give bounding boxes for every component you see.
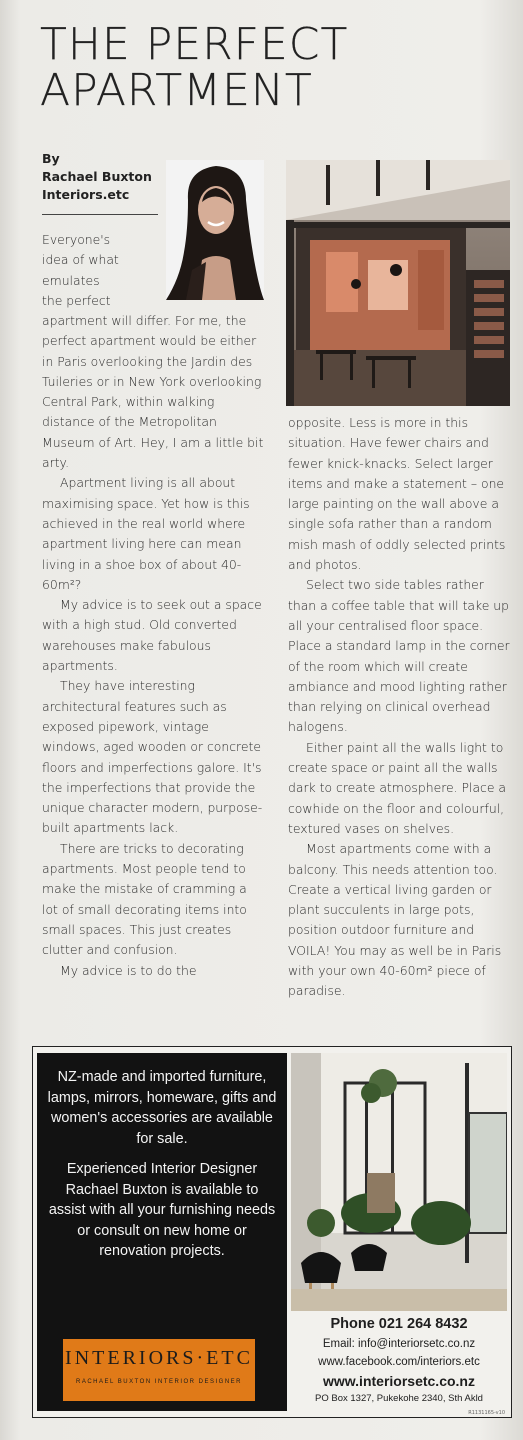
paragraph-6: My advice is to do the: [60, 962, 197, 978]
paragraph-2: Apartment living is all about maximising space. Yet how is this achieved in the real world where apartment living here can mean living in a shoe box of about 40-60m²?: [42, 475, 250, 592]
advert-facebook[interactable]: www.facebook.com/interiors.etc: [318, 1356, 480, 1368]
article-left-column: [42, 311, 264, 981]
advert-po-box: PO Box 1327, Pukekohe 2340, Sth Akld: [315, 1393, 483, 1404]
logo-wordmark: INTERIORS·ETC: [65, 1347, 253, 1369]
advert-reference-code: R1131165-v10: [468, 1410, 505, 1416]
intro-line-4: the perfect: [42, 292, 111, 308]
advert-contact-details: [291, 1313, 507, 1407]
byline-company: Interiors.etc: [42, 187, 130, 202]
byline-by: By: [42, 151, 60, 166]
advert-email[interactable]: Email: info@interiorsetc.co.nz: [322, 1338, 476, 1350]
interiors-etc-logo: [63, 1339, 255, 1401]
intro-line-1: Everyone's: [42, 232, 111, 247]
advert-text-panel: [37, 1053, 287, 1411]
advert-text-services: Experienced Interior Designer Rachael Buxton is available to assist with all your furnishing needs or consult on new home or renovation projects.: [48, 1161, 276, 1259]
paragraph-4: They have interesting architectural features such as exposed pipework, vintage windows, aged wooden or concrete floors and imperfections galore. It's the imperfections that provide the unique character modern, purpose-built apartments lack.: [42, 678, 263, 836]
article-intro-narrow: [42, 230, 160, 311]
article-title: [40, 19, 500, 116]
title-line-1: THE PERFECT: [40, 19, 349, 70]
paragraph-intro-cont: apartment will differ. For me, the perfect apartment would be either in Paris overlooking the Jardin des Tuileries or in New York overlooking Central Park, within walking distance of the Metropolitan Museum of Art. Hey, I am a little bit arty.: [42, 313, 264, 471]
paragraph-r2: Select two side tables rather than a coffee table that will take up all your centralised floor space. Place a standard lamp in the corner of the room which will create ambiance and mood lighting rather than relying on clinical overhead halogens.: [288, 577, 510, 735]
author-portrait: [166, 160, 264, 300]
byline-divider: [42, 214, 158, 215]
byline-name: Rachael Buxton: [42, 169, 152, 184]
logo-subtitle: RACHAEL BUXTON INTERIOR DESIGNER: [75, 1378, 243, 1385]
paragraph-r1: opposite. Less is more in this situation. Have fewer chairs and fewer knick-knacks. Select larger items and make a statement – one large painting on the wall above a single sofa rather than a random mish mash of oddly selected prints and photos.: [288, 415, 506, 573]
advertisement-box: [32, 1046, 512, 1418]
advert-text-products: NZ-made and imported furniture, lamps, mirrors, homeware, gifts and women's accessories are available for sale.: [47, 1069, 277, 1147]
advert-phone[interactable]: Phone 021 264 8432: [330, 1316, 468, 1332]
paragraph-3: My advice is to seek out a space with a high stud. Old converted warehouses make fabulous apartments.: [42, 597, 262, 674]
paragraph-r3: Either paint all the walls light to create space or paint all the walls dark to create atmosphere. Place a cowhide on the floor and colourful, textured vases on shelves.: [288, 739, 507, 836]
title-line-2: APARTMENT: [40, 65, 313, 116]
intro-line-2: idea of what: [42, 252, 119, 268]
article-right-column: [288, 413, 510, 1002]
byline: [42, 150, 160, 204]
intro-line-3: emulates: [42, 272, 100, 288]
warehouse-interior-photo: [286, 160, 510, 406]
advert-interior-photo: [291, 1053, 507, 1311]
paragraph-5: There are tricks to decorating apartments. Most people tend to make the mistake of cramming a lot of small decorating items into small spaces. This just creates clutter and confusion.: [42, 840, 247, 958]
paragraph-r4: Most apartments come with a balcony. This needs attention too. Create a vertical living garden or plant succulents in large pots, position outdoor furniture and VOILA! You may as well be in Paris with your own 40-60m² piece of paradise.: [288, 841, 502, 999]
advert-website[interactable]: www.interiorsetc.co.nz: [323, 1373, 475, 1389]
